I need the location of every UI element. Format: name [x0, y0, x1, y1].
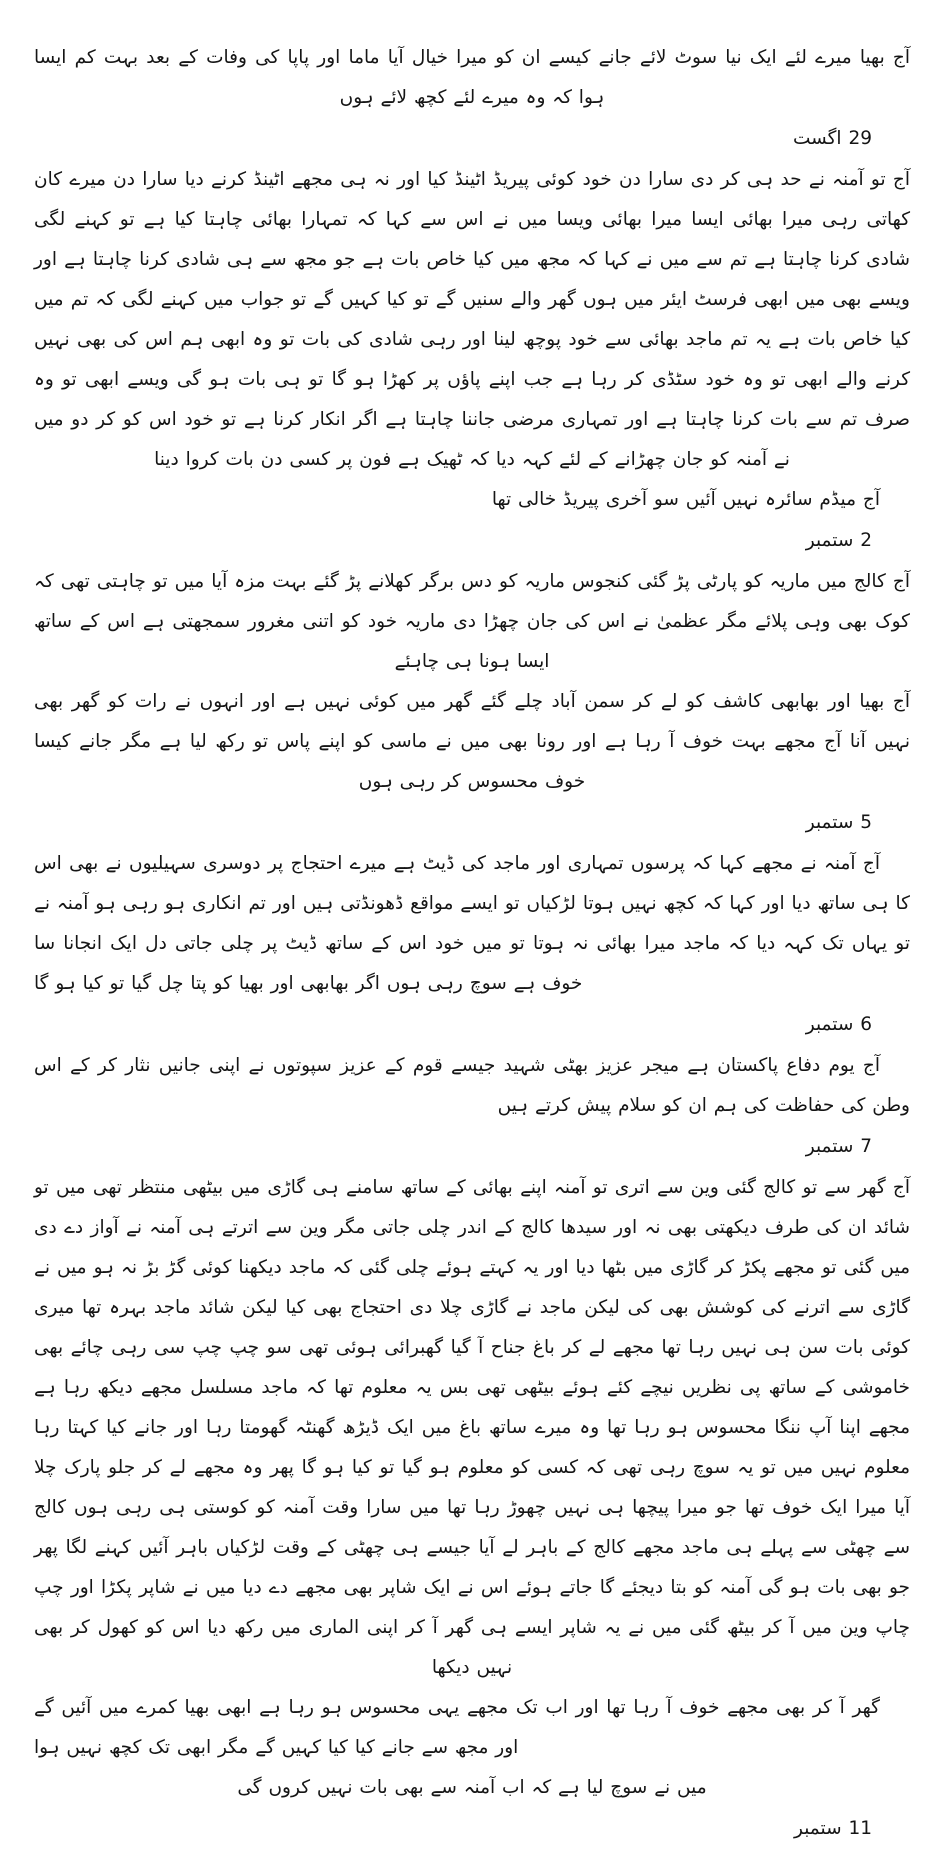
diary-paragraph: آج تو آمنہ نے حد ہی کر دی سارا دن خود کوئی پیریڈ اٹینڈ کیا اور نہ ہی مجھے اٹینڈ کرنے دیا سارا دن میرے کان کھاتی رہی میرا بھائی ایسا میرا بھائی ویسا میں نے اس سے کہا کہ تمہارا بھائی چاہتا کیا ہے تو کہنے لگی شادی کرنا چاہتا ہے تم سے میں نے کہا کہ مجھ میں کیا خاص بات ہے جو مجھ سے ہی شادی کرنا چاہتا ہے اور ویسے بھی میں ابھی فرسٹ ایئر میں ہوں گھر والے سنیں گے تو کیا کہیں گے تو جواب میں کہنے لگی کہ تم میں کیا خاص بات ہے یہ تم ماجد بھائی سے خود پوچھ لینا اور رہی شادی کی بات تو وہ ابھی ہم اس کی بھی نہیں کرنے والے ابھی تو وہ خود سٹڈی کر رہا ہے جب اپنے پاؤں پر کھڑا ہو گا تو ہی بات ہو گی ویسے ابھی تو وہ صرف تم سے بات کرنا چاہتا ہے اور تمہاری مرضی جاننا چاہتا ہے اگر انکار کرنا ہے تو خود اس کو کر دو میں نے آمنہ کو جان چھڑانے کے لئے کہہ دیا کہ ٹھیک ہے فون پر کسی دن بات کروا دینا: [34, 169, 910, 470]
diary-date-heading: 11 ستمبر: [794, 1818, 872, 1839]
diary-paragraph: آج میڈم سائرہ نہیں آئیں سو آخری پیریڈ خالی تھا: [491, 489, 880, 510]
diary-paragraph: آج کالج میں ماریہ کو پارٹی پڑ گئی کنجوس ماریہ کو دس برگر کھلانے پڑ گئے بہت مزہ آیا میں تو چاہتی تھی کہ کوک بھی وہی پلائے مگر عظمیٰ نے اس کی جان چھڑا دی ماریہ خود کو اتنی مغرور سمجھتی ہے اس کے ساتھ ایسا ہونا ہی چاہئے: [34, 571, 910, 672]
diary-paragraph: آج آمنہ نے مجھے کہا کہ پرسوں تمہاری اور ماجد کی ڈیٹ ہے میرے احتجاج پر دوسری سہیلیوں نے بھی اس کا ہی ساتھ دیا اور کہا کہ کچھ نہیں ہوتا لڑکیاں تو ایسے مواقع ڈھونڈتی ہیں اور تم انکاری ہو رہی ہو آمنہ نے تو یہاں تک کہہ دیا کہ ماجد میرا بھائی نہ ہوتا تو میں خود اس کے ساتھ ڈیٹ پر چلی جاتی دل ایک انجانا سا خوف ہے سوچ رہی ہوں اگر بھابھی اور بھیا کو پتا چل گیا تو کیا ہو گا: [34, 853, 910, 994]
diary-date-heading: 29 اگست: [792, 128, 872, 149]
diary-date-heading: 6 ستمبر: [805, 1014, 872, 1035]
diary-paragraph: آج گھر سے تو کالج گئی وین سے اتری تو آمنہ اپنے بھائی کے ساتھ سامنے ہی گاڑی میں بیٹھی منتظر تھی میں تو شائد ان کی طرف دیکھتی بھی نہ اور سیدھا کالج کے اندر چلی جاتی مگر وین سے اترتے ہی آمنہ نے آواز دے دی میں گئی تو مجھے پکڑ کر گاڑی میں بٹھا دیا اور یہ کہتے ہوئے چلی گئی کہ ماجد دیکھنا کوئی گڑ بڑ نہ ہو میں نے گاڑی سے اترنے کی کوشش بھی کی لیکن ماجد نے گاڑی چلا دی احتجاج بھی کیا لیکن شائد ماجد بہرہ تھا میری کوئی بات سن ہی نہیں رہا تھا مجھے لے کر باغ جناح آ گیا گھبرائی ہوئی تھی سو چپ چپ سی رہی چائے بھی خاموشی کے ساتھ پی نظریں نیچے کئے ہوئے بیٹھی تھی بس یہ معلوم تھا کہ ماجد مسلسل مجھے دیکھ رہا ہے مجھے اپنا آپ ننگا محسوس ہو رہا تھا وہ میرے ساتھ باغ میں ایک ڈیڑھ گھنٹہ گھومتا رہا اور جانے کیا کہتا رہا معلوم نہیں میں تو یہ سوچ رہی تھی کہ کسی کو معلوم ہو گیا تو کیا ہو گا پھر وہ مجھے لے کر جلو پارک چلا آیا میرا ایک خوف تھا جو میرا پیچھا ہی نہیں چھوڑ رہا تھا میں سارا وقت آمنہ کو کوستی ہی رہی ہوں کالج سے چھٹی سے پہلے ہی ماجد مجھے کالج کے باہر لے آیا جیسے ہی چھٹی کے وقت لڑکیاں باہر آئیں کہنے لگا پھر جو بھی بات ہو گی آمنہ کو بتا دیجئے گا جاتے ہوئے اس نے ایک شاپر بھی مجھے دے دیا میں نے شاپر پکڑا اور چپ چاپ وین میں آ کر بیٹھ گئی میں نے یہ شاپر ایسے ہی گھر آ کر اپنی الماری میں رکھ دیا اس کو کھول کر بھی نہیں دیکھا: [34, 1177, 910, 1678]
diary-paragraph: گھر آ کر بھی مجھے خوف آ رہا تھا اور اب تک مجھے یہی محسوس ہو رہا ہے ابھی بھیا کمرے میں آئیں گے اور مجھ سے جانے کیا کیا کہیں گے مگر ابھی تک کچھ نہیں ہوا: [34, 1697, 880, 1758]
diary-paragraph: آج بھیا میرے لئے ایک نیا سوٹ لائے جانے کیسے ان کو میرا خیال آیا ماما اور پاپا کی وفات کے بعد بہت کم ایسا ہوا کہ وہ میرے لئے کچھ لائے ہوں: [34, 47, 910, 108]
diary-date-heading: 5 ستمبر: [805, 812, 872, 833]
diary-paragraph: میں نے سوچ لیا ہے کہ اب آمنہ سے بھی بات نہیں کروں گی: [237, 1777, 707, 1798]
diary-paragraph: آج یوم دفاع پاکستان ہے میجر عزیز بھٹی شہید جیسے قوم کے عزیز سپوتوں نے اپنی جانیں نثار کر کے اس وطن کی حفاظت کی ہم ان کو سلام پیش کرتے ہیں: [34, 1055, 910, 1116]
diary-date-heading: 2 ستمبر: [805, 530, 872, 551]
diary-date-heading: 7 ستمبر: [805, 1136, 872, 1157]
diary-paragraph: آج بھیا اور بھابھی کاشف کو لے کر سمن آباد چلے گئے گھر میں کوئی نہیں ہے اور انہوں نے رات کو گھر بھی نہیں آنا آج مجھے بہت خوف آ رہا ہے اور رونا بھی میں نے ماسی کو اپنے پاس تو رکھ لیا ہے مگر جانے کیسا خوف محسوس کر رہی ہوں: [34, 691, 910, 792]
